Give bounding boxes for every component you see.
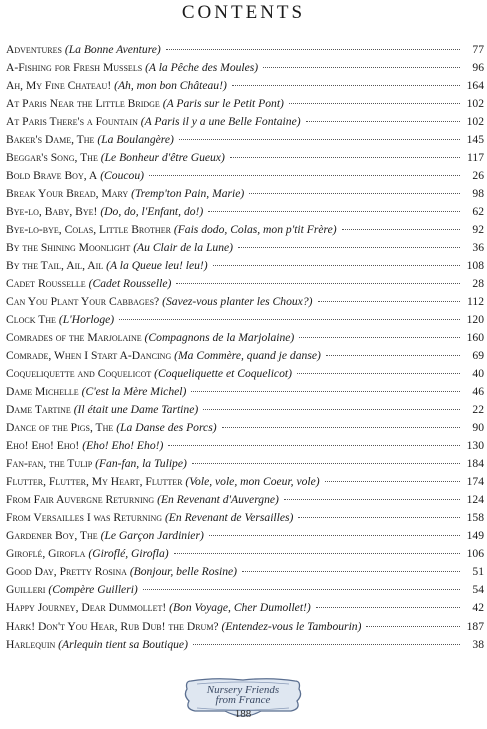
entry-english-title: At Paris There's a Fountain [6,115,138,129]
entry-english-title: Dame Michelle [6,385,79,399]
entry-french-title: (Fan-fan, la Tulipe) [95,457,187,471]
dot-leader [326,355,460,356]
entry-text [6,131,174,149]
entry-french-title: (Entendez-vous le Tambourin) [221,619,362,633]
entry-text [6,293,313,311]
entry-french-title: (En Revenant de Versailles) [164,511,294,525]
dot-leader [222,427,460,428]
entry-french-title: (Do, do, l'Enfant, do!) [100,205,204,219]
entry-english-title: Bye-lo-bye, Colas, Little Brother [6,223,171,237]
entry-french-title: (Compagnons de la Marjolaine) [144,331,295,345]
dot-leader [191,391,460,392]
entry-page-number: 184 [466,457,484,471]
entry-english-title: Bold Brave Boy, A [6,169,98,183]
entry-text [6,509,293,527]
entry-page-number: 36 [472,241,484,255]
entry-english-title: Flutter, Flutter, My Heart, Flutter [6,475,183,489]
entry-french-title: (Ah, mon bon Château!) [114,79,227,93]
dot-leader [192,463,460,464]
entry-page-number: 158 [466,511,484,525]
entry-french-title: (Bonjour, belle Rosine) [129,565,238,579]
entry-text [6,77,227,95]
entry-text [6,329,294,347]
entry-text [6,563,237,581]
entry-text [6,618,361,636]
toc-entry [6,149,484,167]
entry-french-title: (Fais dodo, Colas, mon p'tit Frère) [173,223,337,237]
toc-entry [6,365,484,383]
dot-leader [289,103,460,104]
toc-entry [6,347,484,365]
entry-french-title: (En Revenant d'Auvergne) [157,493,279,507]
entry-page-number: 120 [466,313,484,327]
entry-english-title: Hark! Don't You Hear, Rub Dub! the Drum? [6,619,219,633]
entry-page-number: 40 [472,367,484,381]
dot-leader [342,229,460,230]
toc-entry [6,509,484,527]
entry-english-title: Dance of the Pigs, The [6,421,114,435]
dot-leader [119,319,460,320]
entry-text [6,545,169,563]
entry-french-title: (Le Garçon Jardinier) [100,529,204,543]
dot-leader [166,49,460,50]
entry-english-title: Baker's Dame, The [6,133,95,147]
entry-text [6,473,320,491]
entry-french-title: (Il était une Dame Tartine) [73,403,199,417]
entry-page-number: 174 [466,475,484,489]
toc-entry [6,239,484,257]
entry-text [6,275,171,293]
toc-entry [6,329,484,347]
toc-entry [6,563,484,581]
dot-leader [366,626,460,627]
entry-page-number: 98 [472,187,484,201]
dot-leader [249,193,460,194]
toc-entry [6,185,484,203]
dot-leader [179,139,460,140]
entry-text [6,401,198,419]
entry-page-number: 96 [472,61,484,75]
entry-text [6,419,217,437]
dot-leader [176,283,460,284]
entry-page-number: 124 [466,493,484,507]
contents-list [6,41,484,654]
entry-french-title: (Coqueliquette et Coquelicot) [154,367,292,381]
entry-english-title: Happy Journey, Dear Dummollet! [6,601,167,615]
entry-english-title: Ah, My Fine Chateau! [6,79,112,93]
entry-page-number: 187 [466,619,484,633]
page-number: 188 [234,708,252,720]
dot-leader [316,607,460,608]
entry-english-title: By the Shining Moonlight [6,241,131,255]
dot-leader [306,121,460,122]
entry-english-title: Coqueliquette and Coquelicot [6,367,152,381]
entry-english-title: Adventures [6,43,62,56]
logo-line-1: Nursery Friends [206,684,280,696]
entry-text [6,203,203,221]
entry-page-number: 102 [466,97,484,111]
entry-text [6,455,187,473]
entry-text [6,41,161,59]
entry-french-title: (Vole, vole, mon Coeur, vole) [185,475,320,489]
entry-english-title: Cadet Rousselle [6,277,86,291]
entry-french-title: (La Danse des Porcs) [116,421,217,435]
entry-text [6,599,311,617]
dot-leader [318,301,461,302]
dot-leader [209,535,460,536]
toc-entry [6,491,484,509]
entry-french-title: (Cadet Rousselle) [88,277,172,291]
dot-leader [325,481,460,482]
toc-entry [6,59,484,77]
toc-entry [6,636,484,654]
dot-leader [299,337,460,338]
entry-french-title: (Arlequin tient sa Boutique) [58,637,188,651]
toc-entry [6,455,484,473]
entry-french-title: (Eho! Eho! Eho!) [82,439,164,453]
entry-french-title: (Ma Commère, quand je danse) [174,349,321,363]
entry-french-title: (Savez-vous planter les Choux?) [162,295,313,309]
entry-english-title: Comrade, When I Start A-Dancing [6,349,172,363]
entry-page-number: 77 [472,43,484,56]
publisher-logo [181,675,305,722]
entry-text [6,527,204,545]
entry-french-title: (Bon Voyage, Cher Dumollet!) [169,601,311,615]
entry-french-title: (La Bonne Aventure) [64,43,161,56]
toc-entry [6,95,484,113]
entry-english-title: Can You Plant Your Cabbages? [6,295,160,309]
entry-french-title: (Coucou) [100,169,144,183]
logo-line-2: from France [215,694,271,706]
toc-entry [6,113,484,131]
entry-page-number: 102 [466,115,484,129]
entry-text [6,185,244,203]
entry-page-number: 54 [472,583,484,597]
entry-english-title: By the Tail, Ail, Ail [6,259,104,273]
toc-entry [6,618,484,636]
entry-english-title: Bye-lo, Baby, Bye! [6,205,98,219]
entry-french-title: (La Boulangère) [97,133,174,147]
toc-entry [6,77,484,95]
dot-leader [149,175,460,176]
dot-leader [284,499,460,500]
entry-text [6,581,138,599]
entry-english-title: At Paris Near the Little Bridge [6,97,160,111]
page-title: CONTENTS [181,2,306,23]
entry-english-title: Fan-fan, the Tulip [6,457,93,471]
entry-french-title: (Au Clair de la Lune) [133,241,234,255]
entry-page-number: 130 [466,439,484,453]
entry-english-title: Clock The [6,313,56,327]
entry-page-number: 112 [467,295,484,309]
toc-entry [6,311,484,329]
entry-french-title: (A la Pêche des Moules) [145,61,259,75]
entry-page-number: 106 [466,547,484,561]
entry-page-number: 38 [472,637,484,651]
entry-text [6,636,188,654]
entry-text [6,149,225,167]
entry-english-title: Gardener Boy, The [6,529,98,543]
dot-leader [263,67,460,68]
entry-english-title: Guilleri [6,583,46,597]
toc-entry [6,203,484,221]
toc-entry [6,419,484,437]
toc-entry [6,527,484,545]
entry-text [6,347,321,365]
toc-entry [6,437,484,455]
dot-leader [168,445,460,446]
entry-page-number: 46 [472,385,484,399]
entry-text [6,221,337,239]
dot-leader [143,589,460,590]
dot-leader [208,211,460,212]
entry-english-title: Harlequin [6,637,56,651]
entry-page-number: 145 [466,133,484,147]
entry-english-title: Comrades of the Marjolaine [6,331,142,345]
entry-text [6,491,279,509]
entry-page-number: 92 [472,223,484,237]
entry-french-title: (A Paris sur le Petit Pont) [162,97,284,111]
entry-page-number: 28 [472,277,484,291]
toc-entry [6,41,484,59]
entry-text [6,383,186,401]
dot-leader [238,247,460,248]
entry-english-title: A-Fishing for Fresh Mussels [6,61,143,75]
entry-page-number: 117 [467,151,484,165]
entry-text [6,437,163,455]
entry-french-title: (A la Queue leu! leu!) [106,259,208,273]
dot-leader [174,553,460,554]
entry-text [6,257,208,275]
toc-entry [6,383,484,401]
dot-leader [193,644,460,645]
toc-entry [6,275,484,293]
entry-page-number: 149 [466,529,484,543]
dot-leader [230,157,460,158]
entry-english-title: Eho! Eho! Eho! [6,439,80,453]
entry-page-number: 69 [472,349,484,363]
entry-french-title: (Tremp'ton Pain, Marie) [131,187,245,201]
entry-french-title: (Giroflé, Girofla) [88,547,169,561]
entry-text [6,167,144,185]
entry-french-title: (Compère Guilleri) [48,583,138,597]
entry-french-title: (L'Horloge) [58,313,115,327]
entry-english-title: From Versailles I was Returning [6,511,163,525]
toc-entry [6,293,484,311]
entry-text [6,59,258,77]
dot-leader [232,85,460,86]
entry-page-number: 22 [472,403,484,417]
entry-text [6,113,301,131]
entry-french-title: (A Paris il y a une Belle Fontaine) [140,115,301,129]
entry-french-title: (Le Bonheur d'être Gueux) [100,151,225,165]
entry-text [6,239,233,257]
entry-text [6,365,292,383]
dot-leader [213,265,460,266]
toc-entry [6,545,484,563]
toc-entry [6,599,484,617]
dot-leader [297,373,460,374]
entry-page-number: 90 [472,421,484,435]
entry-english-title: Break Your Bread, Mary [6,187,129,201]
toc-entry [6,167,484,185]
toc-entry [6,221,484,239]
entry-english-title: Giroflé, Girofla [6,547,86,561]
entry-text [6,311,114,329]
toc-entry [6,257,484,275]
entry-page-number: 62 [472,205,484,219]
entry-page-number: 164 [466,79,484,93]
toc-entry [6,401,484,419]
dot-leader [203,409,460,410]
entry-page-number: 26 [472,169,484,183]
entry-text [6,95,284,113]
toc-entry [6,473,484,491]
entry-page-number: 160 [466,331,484,345]
entry-english-title: Dame Tartine [6,403,71,417]
entry-page-number: 108 [466,259,484,273]
entry-french-title: (C'est la Mère Michel) [81,385,187,399]
entry-english-title: Beggar's Song, The [6,151,98,165]
toc-entry [6,131,484,149]
entry-page-number: 51 [472,565,484,579]
toc-entry [6,581,484,599]
entry-english-title: Good Day, Pretty Rosina [6,565,127,579]
entry-page-number: 42 [472,601,484,615]
dot-leader [242,571,460,572]
dot-leader [298,517,460,518]
entry-english-title: From Fair Auvergne Returning [6,493,155,507]
